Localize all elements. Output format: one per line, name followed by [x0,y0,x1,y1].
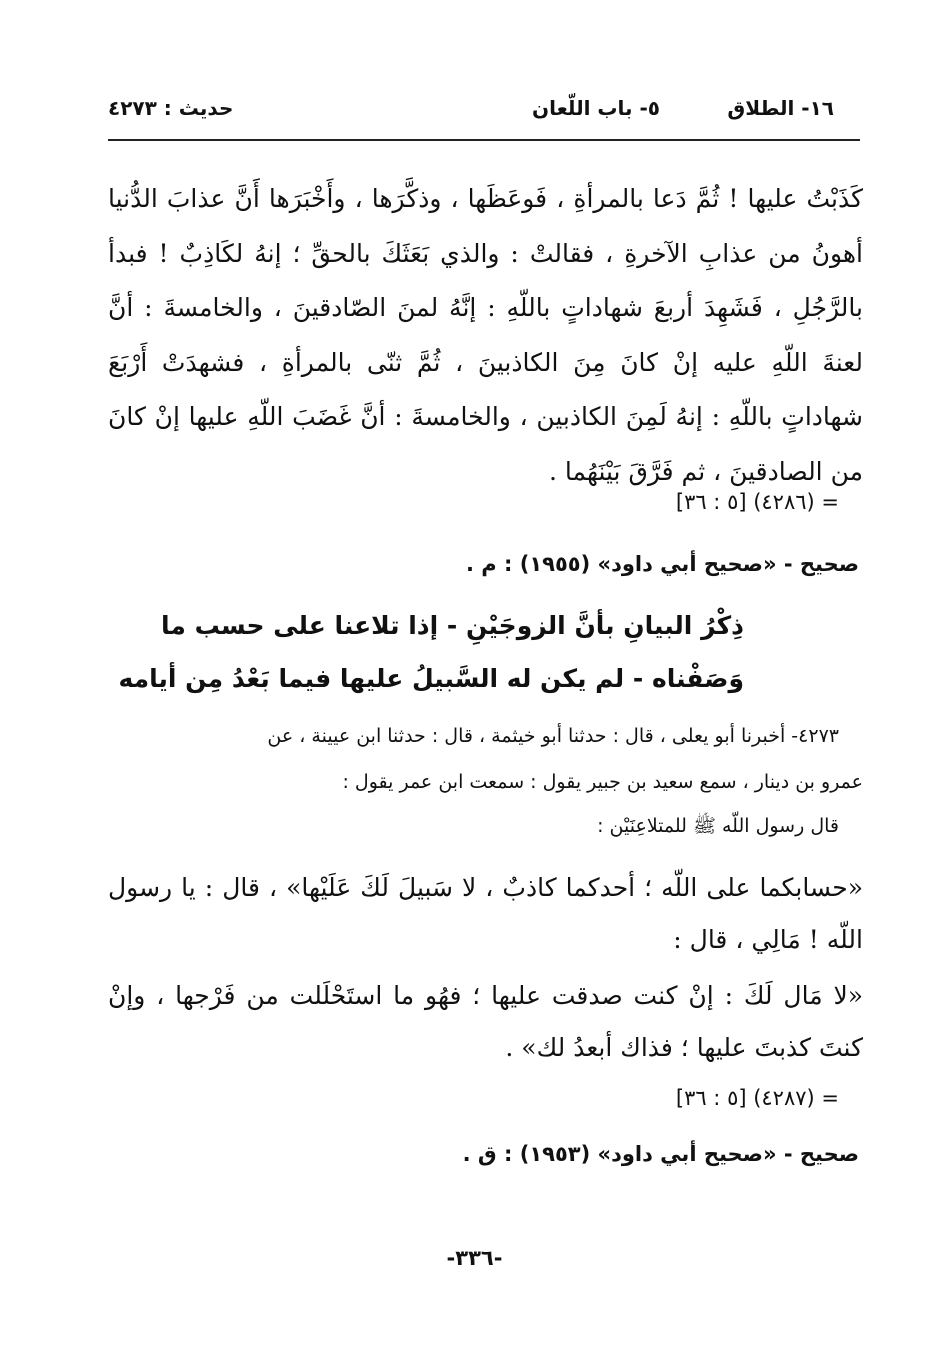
isnad-line-1: ٤٢٧٣- أخبرنا أبو يعلى ، قال : حدثنا أبو خيثمة ، قال : حدثنا ابن عيينة ، عن [267,725,839,747]
authenticity-grade-2: صحيح - «صحيح أبي داود» (١٩٥٣) : ق . [462,1142,859,1166]
hadith-quote-1: «حسابكما على اللّه ؛ أحدكما كاذبٌ ، لا سَبيلَ لَكَ عَلَيْها» ، قال : يا رسول اللّه ! مَالِي ، قال : [108,873,863,954]
header-divider [108,139,860,141]
cross-reference: = (٤٢٨٦) [٥ : ٣٦] [675,490,839,514]
hadith-quote-2: «لا مَال لَكَ : إنْ كنت صدقت عليها ؛ فهُو ما استَحْلَلت من فَرْجها ، وإنْ كنتَ كذبتَ عليها ؛ فذاك أبعدُ لك» . [108,981,863,1062]
isnad-line-3: قال رسول اللّه ﷺ للمتلاعِنَيْن : [597,815,839,837]
cross-reference-2: = (٤٢٨٧) [٥ : ٣٦] [675,1086,839,1110]
hadith-text-continued: كَذَبْتُ عليها ! ثُمَّ دَعا بالمرأةِ ، فَوعَظَها ، وذكَّرَها ، وأَخْبَرَها أَنَّ عذابَ الدُّنيا أهونُ من عذابِ الآخرةِ ، فقالتْ : والذي بَعَثَكَ بالحقِّ ؛ إنهُ لكَاذِبٌ ! فبدأ بالرَّجُلِ ، فَشَهِدَ أربعَ شهاداتٍ باللّهِ : إنَّهُ لمنَ الصّادقينَ ، والخامسةَ : أنَّ لعنةَ اللّهِ عليه إنْ كانَ مِنَ الكاذبينَ ، ثُمَّ ثنّى بالمرأةِ ، فشهدَتْ أَرْبَعَ شهاداتٍ باللّهِ : إنهُ لَمِنَ الكاذبين ، والخامسةَ : أنَّ غَضَبَ اللّهِ عليها إنْ كانَ من الصادقينَ ، ثم فَرَّقَ بَيْنَهُما . [108,184,863,486]
chapter-heading-line-2: وَصَفْناه - لم يكن له السَّبيلُ عليها فيما بَعْدُ مِن أيامه [118,664,744,693]
isnad-line-2: عمرو بن دينار ، سمع سعيد بن جبير يقول : سمعت ابن عمر يقول : [342,771,863,793]
authenticity-grade: صحيح - «صحيح أبي داود» (١٩٥٥) : م . [466,552,859,576]
page-header [108,96,834,130]
chapter-title: ١٦- الطلاق [727,96,834,120]
hadith-number: حديث : ٤٢٧٣ [108,96,234,120]
chapter-heading-line-1: ذِكْرُ البيانِ بأنَّ الزوجَيْنِ - إذا تلاعنا على حسب ما [161,611,744,640]
page-number: -٣٣٦- [446,1246,503,1270]
section-title: ٥- باب اللّعان [532,96,660,120]
